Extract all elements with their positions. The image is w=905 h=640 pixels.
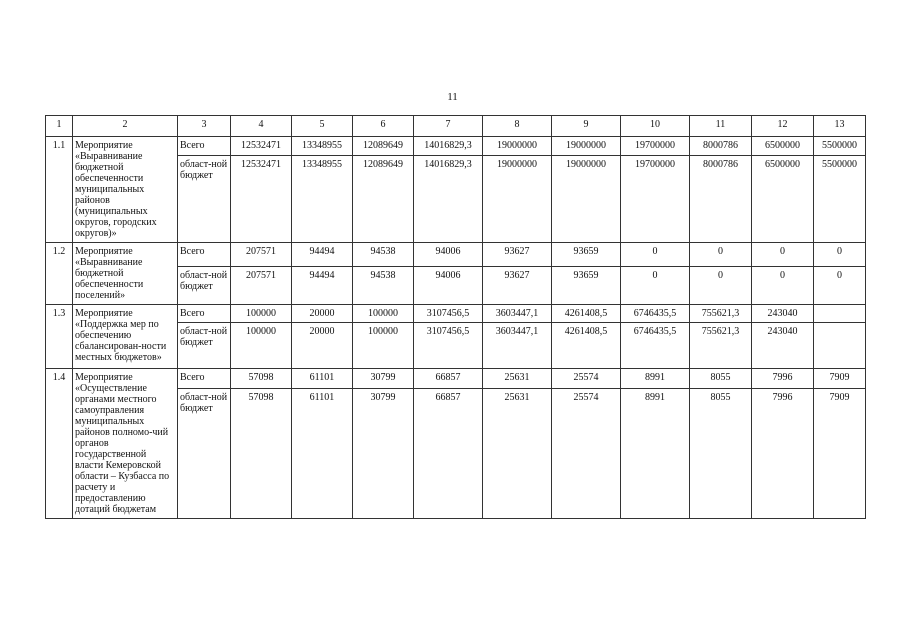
value-cell: 100000 [231,323,292,369]
value-cell: 12089649 [353,137,414,156]
table-row [46,243,866,267]
column-header: 6 [353,116,414,137]
header-row [46,116,866,137]
budget-table [45,115,866,519]
table-row [46,137,866,156]
value-cell: 3107456,5 [414,305,483,323]
value-cell: 755621,3 [690,323,752,369]
value-cell: 61101 [292,369,353,389]
column-header: 2 [73,116,178,137]
value-cell: 4261408,5 [552,305,621,323]
value-cell: 8991 [621,389,690,519]
measure-name: Мероприятие «Осуществление органами местного самоуправления муниципальных районов полномо-чий органов государственной власти Кемеровской области – Кузбасса по расчету и предоставлению дотаций бюджетам [73,369,178,519]
value-cell: 61101 [292,389,353,519]
value-cell: 12532471 [231,137,292,156]
value-cell: 19000000 [483,156,552,243]
value-cell: 19000000 [483,137,552,156]
value-cell: 6746435,5 [621,323,690,369]
value-cell [814,305,866,323]
value-cell: 94494 [292,266,353,304]
value-cell: 94494 [292,243,353,267]
value-cell: 100000 [353,323,414,369]
value-cell: 93627 [483,243,552,267]
row-index: 1.3 [46,305,73,369]
column-header: 13 [814,116,866,137]
value-cell: 94006 [414,243,483,267]
measure-name: Мероприятие «Поддержка мер по обеспечению сбалансирован-ности местных бюджетов» [73,305,178,369]
value-cell: 20000 [292,323,353,369]
value-cell: 57098 [231,389,292,519]
value-cell: 30799 [353,369,414,389]
column-header: 3 [178,116,231,137]
value-cell: 6500000 [752,137,814,156]
page-number: 11 [447,91,458,103]
funding-source: Всего [178,305,231,323]
value-cell: 25631 [483,389,552,519]
value-cell: 14016829,3 [414,156,483,243]
value-cell: 0 [690,266,752,304]
funding-source: област-ной бюджет [178,389,231,519]
value-cell: 5500000 [814,156,866,243]
value-cell: 3603447,1 [483,305,552,323]
value-cell: 66857 [414,389,483,519]
value-cell: 14016829,3 [414,137,483,156]
value-cell: 7996 [752,389,814,519]
value-cell: 207571 [231,266,292,304]
value-cell: 755621,3 [690,305,752,323]
value-cell: 25631 [483,369,552,389]
value-cell: 25574 [552,369,621,389]
column-header: 8 [483,116,552,137]
funding-source: област-ной бюджет [178,323,231,369]
value-cell: 94006 [414,266,483,304]
funding-source: Всего [178,243,231,267]
value-cell: 12532471 [231,156,292,243]
column-header: 9 [552,116,621,137]
value-cell: 25574 [552,389,621,519]
value-cell: 243040 [752,323,814,369]
value-cell: 30799 [353,389,414,519]
value-cell: 66857 [414,369,483,389]
value-cell: 19000000 [552,156,621,243]
value-cell: 6746435,5 [621,305,690,323]
value-cell: 93659 [552,243,621,267]
funding-source: Всего [178,369,231,389]
value-cell: 7909 [814,389,866,519]
measure-name: Мероприятие «Выравнивание бюджетной обеспеченности поселений» [73,243,178,305]
value-cell [814,323,866,369]
value-cell: 0 [814,243,866,267]
row-index: 1.4 [46,369,73,519]
row-index: 1.2 [46,243,73,305]
column-header: 5 [292,116,353,137]
value-cell: 0 [621,266,690,304]
value-cell: 0 [690,243,752,267]
measure-name: Мероприятие «Выравнивание бюджетной обеспеченности муниципальных районов (муниципальных округов, городских округов)» [73,137,178,243]
column-header: 12 [752,116,814,137]
value-cell: 7909 [814,369,866,389]
column-header: 11 [690,116,752,137]
column-header: 4 [231,116,292,137]
value-cell: 207571 [231,243,292,267]
value-cell: 19000000 [552,137,621,156]
value-cell: 243040 [752,305,814,323]
value-cell: 100000 [231,305,292,323]
value-cell: 57098 [231,369,292,389]
value-cell: 13348955 [292,137,353,156]
value-cell: 94538 [353,243,414,267]
value-cell: 0 [752,243,814,267]
value-cell: 94538 [353,266,414,304]
value-cell: 100000 [353,305,414,323]
value-cell: 20000 [292,305,353,323]
column-header: 1 [46,116,73,137]
value-cell: 8000786 [690,156,752,243]
funding-source: област-ной бюджет [178,266,231,304]
column-header: 10 [621,116,690,137]
value-cell: 0 [621,243,690,267]
column-header: 7 [414,116,483,137]
value-cell: 19700000 [621,137,690,156]
value-cell: 3107456,5 [414,323,483,369]
value-cell: 4261408,5 [552,323,621,369]
row-index: 1.1 [46,137,73,243]
value-cell: 19700000 [621,156,690,243]
value-cell: 93659 [552,266,621,304]
value-cell: 93627 [483,266,552,304]
value-cell: 8055 [690,369,752,389]
value-cell: 5500000 [814,137,866,156]
table-row [46,305,866,323]
funding-source: област-ной бюджет [178,156,231,243]
value-cell: 0 [814,266,866,304]
value-cell: 6500000 [752,156,814,243]
value-cell: 7996 [752,369,814,389]
value-cell: 8055 [690,389,752,519]
value-cell: 8000786 [690,137,752,156]
table-row [46,369,866,389]
value-cell: 0 [752,266,814,304]
value-cell: 12089649 [353,156,414,243]
value-cell: 13348955 [292,156,353,243]
funding-source: Всего [178,137,231,156]
value-cell: 8991 [621,369,690,389]
value-cell: 3603447,1 [483,323,552,369]
